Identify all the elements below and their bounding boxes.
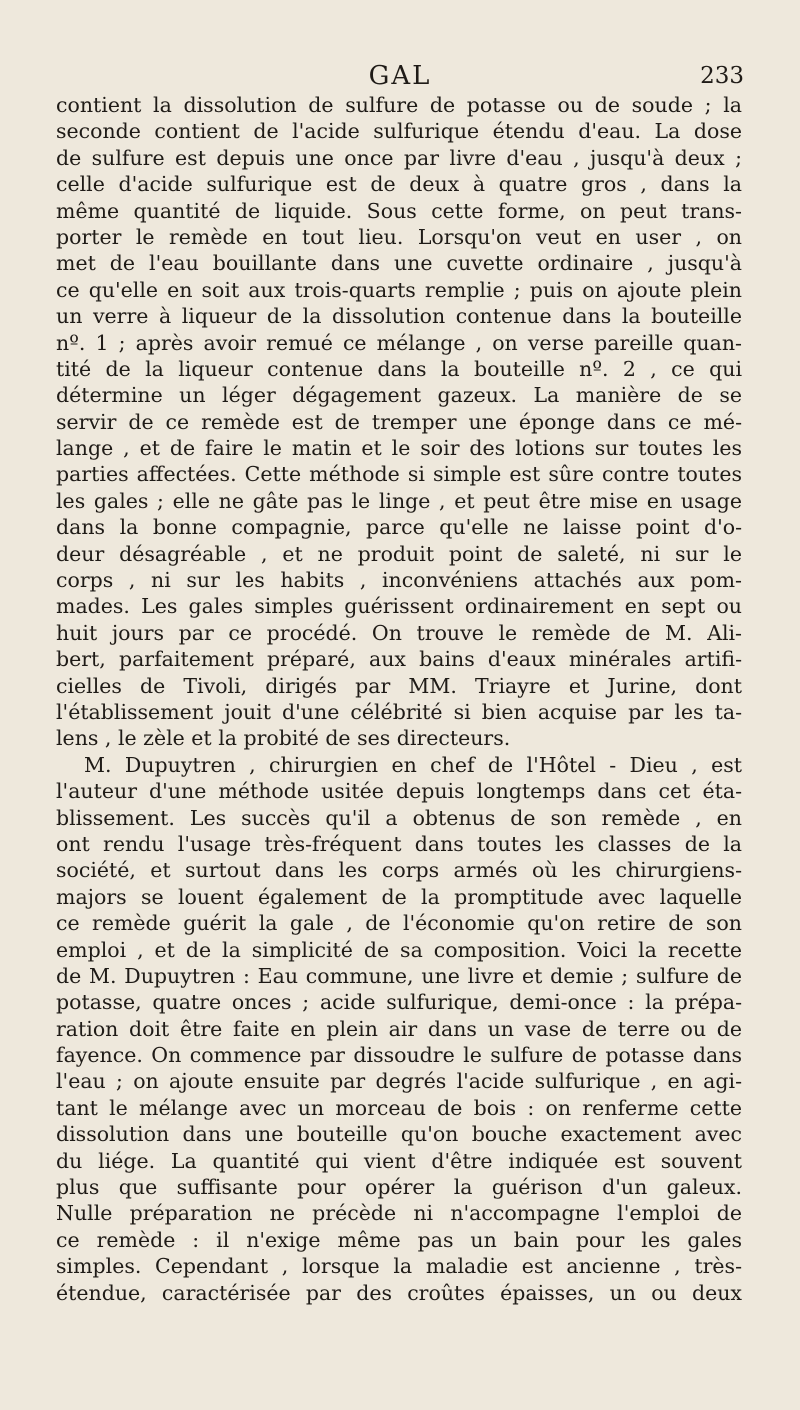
text-line: société, et surtout dans les corps armés où les chirurgiens- <box>56 858 742 883</box>
text-line: étendue, caractérisée par des croûtes épaisses, un ou deux <box>56 1280 742 1305</box>
text-line: emploi , et de la simplicité de sa composition. Voici la recette <box>56 937 742 962</box>
text-line: lange , et de faire le matin et le soir des lotions sur toutes les <box>56 436 742 461</box>
page-number: 233 <box>700 63 744 89</box>
text-line: deur désagréable , et ne produit point de saleté, ni sur le <box>56 541 742 566</box>
text-line: simples. Cependant , lorsque la maladie est ancienne , très- <box>56 1254 742 1279</box>
text-line: mades. Les gales simples guérissent ordinairement en sept ou <box>56 594 742 619</box>
text-line: parties affectées. Cette méthode si simple est sûre contre toutes <box>56 462 742 487</box>
text-line: porter le remède en tout lieu. Lorsqu'on veut en user , on <box>56 224 742 249</box>
text-line: Nulle préparation ne précède ni n'accompagne l'emploi de <box>56 1201 742 1226</box>
text-line: un verre à liqueur de la dissolution contenue dans la bouteille <box>56 304 742 329</box>
text-line: l'auteur d'une méthode usitée depuis longtemps dans cet éta- <box>56 779 742 804</box>
text-line: ration doit être faite en plein air dans un vase de terre ou de <box>56 1016 742 1041</box>
text-line: fayence. On commence par dissoudre le sulfure de potasse dans <box>56 1043 742 1068</box>
text-line: potasse, quatre onces ; acide sulfurique, demi-once : la prépa- <box>56 990 742 1015</box>
text-line: de M. Dupuytren : Eau commune, une livre et demie ; sulfure de <box>56 963 742 988</box>
text-line: l'eau ; on ajoute ensuite par degrés l'acide sulfurique , en agi- <box>56 1069 742 1094</box>
text-line: dans la bonne compagnie, parce qu'elle ne laisse point d'o- <box>56 515 742 540</box>
body-text <box>56 92 742 1306</box>
text-line: celle d'acide sulfurique est de deux à quatre gros , dans la <box>56 172 742 197</box>
text-line: cielles de Tivoli, dirigés par MM. Triayre et Jurine, dont <box>56 673 742 698</box>
text-line: blissement. Les succès qu'il a obtenus de son remède , en <box>56 805 742 830</box>
text-line: met de l'eau bouillante dans une cuvette ordinaire , jusqu'à <box>56 251 742 276</box>
text-line: nº. 1 ; après avoir remué ce mélange , on verse pareille quan- <box>56 330 742 355</box>
text-line: ont rendu l'usage très-fréquent dans toutes les classes de la <box>56 831 742 856</box>
text-line: corps , ni sur les habits , inconvéniens attachés aux pom- <box>56 568 742 593</box>
text-line: détermine un léger dégagement gazeux. La manière de se <box>56 383 742 408</box>
text-line: lens , le zèle et la probité de ses directeurs. <box>56 726 511 751</box>
text-line: du liége. La quantité qui vient d'être indiquée est souvent <box>56 1148 742 1173</box>
text-line: huit jours par ce procédé. On trouve le remède de M. Ali- <box>56 620 742 645</box>
text-line: de sulfure est depuis une once par livre d'eau , jusqu'à deux ; <box>56 145 742 170</box>
text-line: même quantité de liquide. Sous cette forme, on peut trans- <box>56 198 742 223</box>
text-line: seconde contient de l'acide sulfurique étendu d'eau. La dose <box>56 119 742 144</box>
text-line: ce qu'elle en soit aux trois-quarts remplie ; puis on ajoute plein <box>56 277 742 302</box>
text-line: l'établissement jouit d'une célébrité si bien acquise par les ta- <box>56 699 742 724</box>
text-line: servir de ce remède est de tremper une éponge dans ce mé- <box>56 409 742 434</box>
text-line: ce remède guérit la gale , de l'économie qu'on retire de son <box>56 911 742 936</box>
text-line: majors se louent également de la promptitude avec laquelle <box>56 884 742 909</box>
text-line: dissolution dans une bouteille qu'on bouche exactement avec <box>56 1122 742 1147</box>
text-line: plus que suffisante pour opérer la guérison d'un galeux. <box>56 1175 742 1200</box>
text-line: tant le mélange avec un morceau de bois : on renferme cette <box>56 1095 742 1120</box>
running-head: GAL <box>368 61 432 91</box>
text-line: les gales ; elle ne gâte pas le linge , et peut être mise en usage <box>56 488 742 513</box>
text-line: bert, parfaitement préparé, aux bains d'eaux minérales artifi- <box>56 647 742 672</box>
text-line: contient la dissolution de sulfure de potasse ou de soude ; la <box>56 93 742 117</box>
text-line: tité de la liqueur contenue dans la bouteille nº. 2 , ce qui <box>56 356 742 381</box>
page-header <box>56 58 744 94</box>
text-line: ce remède : il n'exige même pas un bain pour les gales <box>56 1227 742 1252</box>
text-line: M. Dupuytren , chirurgien en chef de l'Hôtel - Dieu , est <box>84 752 742 777</box>
